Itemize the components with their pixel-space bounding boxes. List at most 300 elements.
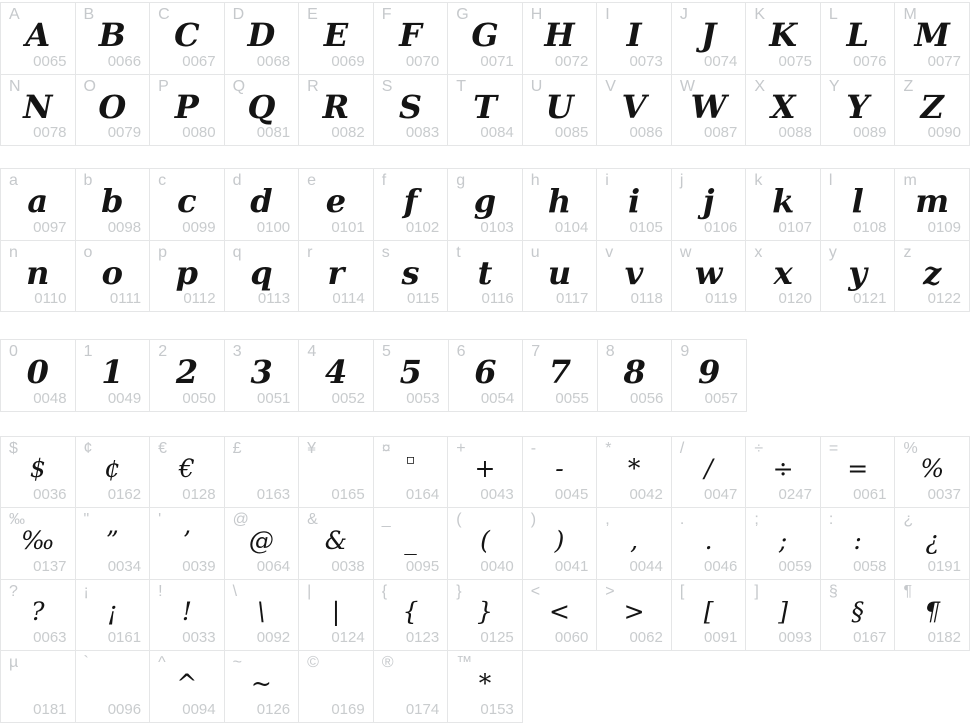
cell-glyph: k	[772, 182, 795, 221]
cell-char-label: N	[9, 77, 21, 95]
cell-char-label: >	[605, 582, 615, 600]
glyph-cell	[299, 169, 374, 241]
cell-code-label: 0082	[331, 124, 365, 141]
cell-char-label: d	[232, 172, 242, 189]
cell-code-label: 0167	[853, 629, 887, 646]
cell-char-label: .	[679, 511, 685, 528]
glyph-cell	[672, 3, 747, 75]
cell-code-label: 0046	[704, 557, 738, 575]
glyph-cell	[448, 75, 523, 147]
glyph-cell	[523, 437, 598, 509]
cell-code-label: 0169	[331, 700, 365, 718]
glyph-cell	[76, 3, 151, 75]
glyph-cell	[821, 3, 896, 75]
cell-code-label: 0099	[182, 218, 216, 236]
cell-code-label: 0048	[33, 389, 67, 407]
cell-char-label: ]	[754, 582, 759, 600]
cell-char-label: E	[307, 6, 318, 23]
cell-glyph: ‰	[20, 525, 55, 555]
cell-code-label: 0115	[406, 290, 440, 307]
cell-char-label: =	[828, 439, 839, 457]
cell-char-label: w	[679, 243, 692, 261]
cell-glyph: }	[477, 597, 493, 627]
glyph-cell	[76, 508, 151, 580]
cell-char-label: z	[903, 243, 912, 261]
cell-char-label: S	[381, 77, 393, 95]
cell-code-label: 0107	[778, 218, 812, 236]
cell-char-label: c	[158, 172, 167, 189]
cell-code-label: 0049	[107, 389, 142, 407]
cell-char-label: h	[530, 172, 540, 189]
glyph-cell	[449, 340, 524, 412]
glyph-cell	[374, 340, 449, 412]
cell-char-label: M	[903, 6, 917, 23]
cell-char-label: f	[381, 172, 387, 189]
cell-char-label: p	[158, 243, 167, 261]
cell-char-label: i	[605, 172, 609, 189]
cell-code-label: 0093	[778, 629, 812, 646]
glyph-cell	[821, 169, 896, 241]
glyph-cell	[523, 3, 598, 75]
cell-glyph: t	[477, 253, 493, 292]
glyph-cell	[746, 75, 821, 147]
cell-glyph: 0	[26, 353, 49, 392]
cell-char-label: ?	[9, 582, 18, 600]
cell-char-label: t	[456, 243, 461, 261]
lowercase-block	[0, 168, 970, 312]
cell-char-label: |	[307, 582, 312, 600]
cell-glyph: M	[914, 16, 950, 55]
glyph-cell	[150, 651, 225, 723]
glyph-cell	[523, 169, 598, 241]
cell-char-label: '	[158, 511, 162, 528]
glyph-cell	[672, 169, 747, 241]
cell-glyph: ,	[630, 525, 639, 555]
cell-glyph: z	[923, 253, 942, 292]
cell-glyph: |	[331, 597, 341, 627]
cell-char-label: +	[456, 439, 466, 457]
cell-char-label: X	[754, 77, 766, 95]
cell-code-label: 0066	[107, 52, 142, 70]
cell-char-label: `	[83, 654, 89, 671]
cell-code-label: 0122	[927, 290, 961, 307]
cell-glyph: U	[545, 87, 574, 126]
cell-glyph: >	[623, 597, 645, 627]
cell-char-label: )	[530, 511, 537, 528]
cell-glyph: _	[404, 525, 417, 555]
cell-code-label: 0103	[480, 218, 514, 236]
glyph-cell	[672, 75, 747, 147]
cell-char-label: {	[381, 582, 388, 600]
cell-char-label: 1	[83, 343, 93, 360]
glyph-cell	[225, 651, 300, 723]
cell-code-label: 0083	[405, 124, 440, 141]
cell-code-label: 0058	[853, 557, 887, 575]
cell-glyph: X	[770, 87, 796, 126]
cell-glyph: x	[773, 253, 793, 292]
glyph-cell	[1, 580, 76, 652]
cell-glyph: &	[324, 525, 348, 555]
cell-char-label: Q	[232, 77, 246, 95]
cell-code-label: 0033	[182, 629, 216, 646]
cell-glyph: $	[29, 454, 46, 484]
cell-code-label: 0063	[33, 629, 67, 646]
glyph-cell	[523, 580, 598, 652]
character-map-grid	[0, 2, 970, 723]
cell-char-label: 5	[381, 343, 391, 360]
cell-glyph: 8	[623, 353, 646, 392]
cell-char-label: l	[828, 172, 833, 189]
cell-char-label: (	[456, 511, 462, 528]
cell-glyph: *	[627, 454, 641, 484]
cell-code-label: 0137	[33, 557, 67, 575]
glyph-cell	[448, 3, 523, 75]
cell-code-label: 0057	[704, 389, 738, 407]
cell-glyph: s	[401, 253, 420, 292]
glyph-cell	[448, 169, 523, 241]
cell-char-label: ®	[381, 654, 394, 671]
glyph-cell	[598, 340, 673, 412]
cell-code-label: 0062	[629, 629, 663, 646]
glyph-cell	[821, 437, 896, 509]
cell-char-label: q	[232, 243, 242, 261]
cell-char-label: %	[903, 439, 918, 457]
cell-code-label: 0116	[481, 290, 514, 307]
cell-code-label: 0098	[107, 218, 142, 236]
glyph-cell	[76, 437, 151, 509]
cell-glyph: @	[248, 525, 274, 555]
cell-char-label: m	[903, 172, 917, 189]
cell-code-label: 0121	[853, 290, 887, 307]
glyph-cell	[1, 3, 76, 75]
cell-code-label: 0119	[705, 290, 738, 307]
cell-char-label: L	[828, 6, 838, 23]
cell-char-label: y	[828, 243, 837, 261]
cell-char-label: Z	[903, 77, 914, 95]
glyph-cell	[597, 580, 672, 652]
cell-glyph: ¢	[104, 454, 121, 484]
glyph-cell	[448, 580, 523, 652]
cell-code-label: 0191	[927, 557, 961, 575]
cell-char-label: 6	[456, 343, 466, 360]
cell-code-label: 0097	[33, 218, 67, 236]
cell-glyph: p	[175, 253, 199, 292]
cell-code-label: 0247	[778, 486, 812, 503]
cell-glyph: A	[25, 16, 51, 55]
cell-code-label: 0084	[480, 124, 514, 141]
glyph-cell	[523, 75, 598, 147]
glyph-cell	[225, 75, 300, 147]
cell-glyph: l	[851, 182, 864, 221]
cell-glyph: (	[480, 525, 490, 555]
glyph-cell	[597, 3, 672, 75]
cell-glyph: G	[471, 16, 499, 55]
cell-code-label: 0077	[927, 52, 961, 70]
glyph-cell	[821, 241, 896, 313]
cell-code-label: 0124	[331, 629, 365, 646]
cell-char-label: T	[456, 77, 466, 95]
cell-glyph: d	[250, 182, 273, 221]
cell-char-label: ™	[456, 654, 473, 671]
cell-code-label: 0125	[480, 629, 514, 646]
glyph-cell	[448, 651, 523, 723]
cell-code-label: 0164	[405, 486, 440, 503]
glyph-cell	[672, 437, 747, 509]
glyph-cell	[150, 75, 225, 147]
cell-code-label: 0086	[629, 124, 663, 141]
cell-char-label: ~	[232, 654, 242, 671]
glyph-cell	[225, 437, 300, 509]
glyph-cell	[299, 3, 374, 75]
cell-glyph: +	[474, 454, 496, 484]
glyph-cell	[821, 580, 896, 652]
cell-code-label: 0081	[256, 124, 291, 141]
cell-code-label: 0079	[107, 124, 142, 141]
cell-glyph: 5	[399, 353, 422, 392]
glyph-cell	[523, 508, 598, 580]
glyph-cell	[150, 508, 225, 580]
cell-char-label: O	[83, 77, 96, 95]
cell-glyph: C	[174, 16, 200, 55]
cell-code-label: 0060	[554, 629, 589, 646]
glyph-cell	[1, 437, 76, 509]
cell-char-label: a	[9, 172, 18, 189]
cell-glyph: )	[554, 525, 565, 555]
cell-glyph: ^	[176, 668, 198, 698]
cell-char-label: Y	[828, 77, 840, 95]
glyph-cell	[76, 241, 151, 313]
cell-glyph: R	[322, 87, 350, 126]
cell-char-label: [	[679, 582, 685, 600]
cell-glyph: e	[325, 182, 347, 221]
cell-code-label: 0153	[480, 700, 514, 718]
cell-glyph: \	[257, 597, 266, 627]
cell-glyph: c	[177, 182, 197, 221]
cell-code-label: 0054	[480, 389, 515, 407]
glyph-cell	[374, 651, 449, 723]
glyph-cell	[821, 508, 896, 580]
cell-glyph: ÷	[772, 454, 794, 484]
cell-code-label: 0065	[33, 52, 67, 70]
cell-code-label: 0051	[257, 389, 291, 407]
cell-glyph: /	[704, 454, 713, 484]
cell-code-label: 0041	[554, 557, 589, 575]
cell-code-label: 0104	[554, 218, 589, 236]
glyph-cell	[672, 580, 747, 652]
cell-code-label: 0096	[107, 700, 142, 718]
cell-char-label: W	[679, 77, 695, 95]
glyph-cell	[299, 651, 374, 723]
cell-char-label: ¥	[307, 439, 317, 457]
cell-char-label: 9	[680, 343, 690, 360]
cell-glyph: {	[402, 597, 419, 627]
cell-char-label: \	[232, 582, 238, 600]
cell-code-label: 0064	[256, 557, 291, 575]
cell-char-label: ^	[158, 654, 166, 671]
cell-glyph: 9	[698, 353, 721, 392]
cell-glyph: v	[624, 253, 644, 292]
cell-code-label: 0038	[331, 557, 365, 575]
cell-glyph: 2	[175, 353, 199, 392]
cell-code-label: 0100	[256, 218, 291, 236]
cell-char-label: P	[158, 77, 169, 95]
cell-glyph: f	[403, 182, 418, 221]
cell-glyph: L	[846, 16, 869, 55]
cell-code-label: 0043	[480, 486, 514, 503]
cell-glyph: r	[327, 253, 345, 292]
glyph-cell	[821, 75, 896, 147]
cell-char-label: @	[232, 511, 249, 528]
cell-char-label: *	[605, 439, 612, 457]
cell-char-label: ÷	[754, 439, 764, 457]
cell-code-label: 0037	[927, 486, 961, 503]
cell-char-label: -	[530, 439, 537, 457]
cell-glyph: %	[920, 454, 945, 484]
cell-code-label: 0040	[480, 557, 514, 575]
cell-char-label: ¿	[903, 511, 914, 528]
cell-code-label: 0052	[331, 389, 365, 407]
glyph-cell	[895, 580, 970, 652]
cell-glyph: Q	[247, 87, 276, 126]
cell-char-label: A	[9, 6, 20, 23]
cell-glyph: W	[690, 87, 727, 126]
cell-code-label: 0080	[182, 124, 216, 141]
glyph-cell	[523, 340, 598, 412]
cell-glyph: y	[848, 253, 867, 292]
glyph-cell	[299, 241, 374, 313]
cell-char-label: B	[83, 6, 95, 23]
glyph-cell	[225, 3, 300, 75]
cell-code-label: 0088	[778, 124, 812, 141]
cell-glyph: h	[547, 182, 572, 221]
glyph-cell	[374, 508, 449, 580]
cell-glyph: w	[694, 253, 723, 292]
glyph-cell	[225, 340, 300, 412]
cell-glyph: €	[178, 454, 195, 484]
cell-code-label: 0118	[630, 290, 663, 307]
cell-code-label: 0074	[704, 52, 738, 70]
cell-glyph: m	[915, 182, 950, 221]
cell-char-label: ¤	[381, 439, 391, 457]
glyph-cell	[895, 508, 970, 580]
glyph-cell	[448, 437, 523, 509]
glyph-cell	[150, 241, 225, 313]
cell-glyph: O	[98, 87, 127, 126]
cell-code-label: 0055	[555, 389, 589, 407]
cell-glyph: ▫	[405, 451, 416, 468]
glyph-cell	[1, 508, 76, 580]
cell-glyph: P	[174, 87, 199, 126]
cell-char-label: "	[83, 511, 90, 528]
cell-char-label: 3	[232, 343, 242, 360]
cell-glyph: K	[769, 16, 798, 55]
cell-glyph: T	[473, 87, 497, 126]
cell-code-label: 0106	[704, 218, 738, 236]
cell-code-label: 0053	[406, 389, 440, 407]
glyph-cell	[150, 3, 225, 75]
cell-char-label: e	[307, 172, 317, 189]
glyph-cell	[150, 437, 225, 509]
cell-glyph: i	[627, 182, 641, 221]
cell-code-label: 0094	[182, 700, 216, 718]
cell-char-label: ¢	[83, 439, 93, 457]
cell-char-label: ¡	[83, 582, 89, 600]
cell-char-label: J	[679, 6, 688, 23]
cell-code-label: 0114	[332, 290, 365, 307]
glyph-cell	[597, 437, 672, 509]
cell-glyph: a	[27, 182, 49, 221]
cell-char-label: v	[605, 243, 614, 261]
cell-char-label: 8	[605, 343, 615, 360]
cell-char-label: x	[754, 243, 763, 261]
glyph-cell	[597, 508, 672, 580]
glyph-cell	[150, 340, 225, 412]
cell-code-label: 0102	[405, 218, 440, 236]
glyph-cell	[448, 508, 523, 580]
cell-code-label: 0128	[182, 486, 216, 503]
cell-char-label: H	[530, 6, 543, 23]
cell-code-label: 0056	[630, 389, 664, 407]
cell-char-label: s	[381, 243, 390, 261]
cell-glyph: *	[478, 668, 492, 698]
glyph-cell	[1, 340, 76, 412]
cell-char-label: R	[307, 77, 319, 95]
cell-glyph: F	[399, 16, 422, 55]
glyph-cell	[76, 169, 151, 241]
cell-glyph: 4	[325, 353, 348, 392]
glyph-cell	[1, 651, 76, 723]
cell-char-label: €	[158, 439, 167, 457]
cell-glyph: ~	[250, 668, 272, 698]
glyph-cell	[523, 241, 598, 313]
cell-char-label: 0	[9, 343, 18, 360]
glyph-cell	[672, 241, 747, 313]
cell-glyph: 7	[548, 353, 572, 392]
cell-code-label: 0120	[778, 290, 812, 307]
cell-glyph: ’	[182, 525, 191, 555]
cell-code-label: 0109	[927, 218, 961, 236]
cell-glyph: ]	[778, 597, 789, 627]
cell-code-label: 0047	[704, 486, 738, 503]
glyph-cell	[1, 241, 76, 313]
cell-code-label: 0045	[554, 486, 589, 503]
symbols-block	[0, 436, 970, 723]
cell-glyph: g	[473, 182, 497, 221]
cell-code-label: 0070	[405, 52, 440, 70]
cell-code-label: 0044	[629, 557, 663, 575]
cell-char-label: !	[158, 582, 163, 600]
glyph-cell	[76, 580, 151, 652]
glyph-cell	[374, 75, 449, 147]
cell-char-label: $	[9, 439, 18, 457]
cell-code-label: 0059	[778, 557, 812, 575]
glyph-cell	[597, 241, 672, 313]
cell-glyph: =	[847, 454, 869, 484]
cell-glyph: ?	[31, 597, 45, 627]
glyph-cell	[672, 508, 747, 580]
glyph-cell	[299, 508, 374, 580]
cell-code-label: 0095	[405, 557, 440, 575]
cell-char-label: 2	[158, 343, 168, 360]
cell-char-label: ¶	[903, 582, 913, 600]
cell-char-label: V	[605, 77, 616, 95]
glyph-cell	[597, 75, 672, 147]
glyph-cell	[374, 437, 449, 509]
cell-code-label: 0165	[331, 486, 365, 503]
cell-glyph: .	[704, 525, 713, 555]
cell-char-label: U	[530, 77, 543, 95]
cell-glyph: ”	[105, 525, 119, 555]
